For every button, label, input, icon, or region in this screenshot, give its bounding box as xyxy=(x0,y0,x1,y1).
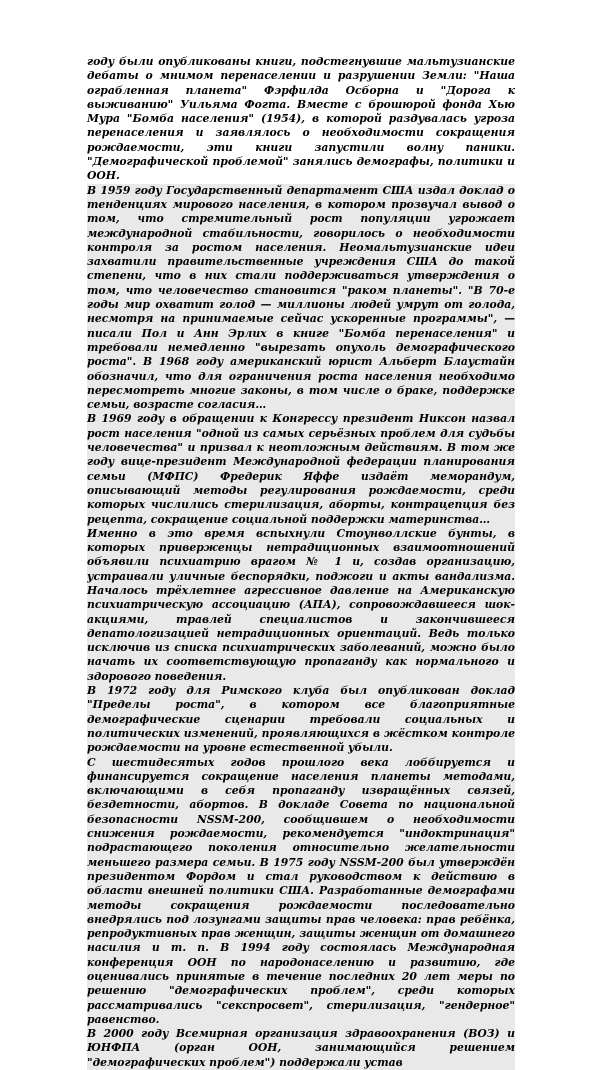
paragraph-1: году были опубликованы книги, подстегнувшие мальтузианские дебаты о мнимом перенаселении и разрушении Земли: "Наша ограбленная планета" Фэрфилда Осборна и "Дорога к выживанию" Уильяма Фогта. Вместе с брошюрой фонда Хью Мура "Бомба населения" (1954), в которой раздувалась угроза перенаселения и заявлялось о необходимости сокращения рождаемости, эти книги запустили волну паники. "Демографической проблемой" занялись демографы, политики и ООН. xyxy=(87,55,515,183)
paragraph-5: В 1972 году для Римского клуба был опубликован доклад "Пределы роста", в котором все благоприятные демографические сценарии требовали социальных и политических изменений, проявляющихся в жёстком контроле рождаемости на уровне естественной убыли. xyxy=(87,684,515,755)
paragraph-2: В 1959 году Государственный департамент США издал доклад о тенденциях мирового населения, в котором прозвучал вывод о том, что стремительный рост популяции угрожает международной стабильности, говорилось о необходимости контроля за ростом населения. Неомальтузианские идеи захватили правительственные учреждения США до такой степени, что в них стали поддерживаться утверждения о том, что человечество становится "раком планеты". "В 70-е годы мир охватит голод — миллионы людей умрут от голода, несмотря на принимаемые сейчас ускоренные программы", — писали Пол и Анн Эрлих в книге "Бомба перенаселения" и требовали немедленно "вырезать опухоль демографического роста". В 1968 году американский юрист Альберт Блаустайн обозначил, что для ограничения роста населения необходимо пересмотреть многие законы, в том числе о браке, поддержке семьи, возрасте согласия… xyxy=(87,183,515,412)
paragraph-3: В 1969 году в обращении к Конгрессу президент Никсон назвал рост населения "одной из самых серьёзных проблем для судьбы человечества" и призвал к неотложным действиям. В том же году вице-президент Международной федерации планирования семьи (МФПС) Фредерик Яффе издаёт меморандум, описывающий методы регулирования рождаемости, среди которых числились стерилизация, аборты, контрацепция без рецепта, сокращение социальной поддержки материнства… xyxy=(87,412,515,526)
document-body xyxy=(87,55,515,1070)
paragraph-7: В 2000 году Всемирная организация здравоохранения (ВОЗ) и ЮНФПА (орган ООН, занимающийся решением "демографических проблем") поддержали устав xyxy=(87,1027,515,1069)
paragraph-4: Именно в это время вспыхнули Стоунволлские бунты, в которых приверженцы нетрадиционных взаимоотношений объявили психиатрию врагом № 1 и, создав организацию, устраивали уличные беспорядки, поджоги и акты вандализма. Началось трёхлетнее агрессивное давление на Американскую психиатрическую ассоциацию (АПА), сопровождавшееся шок-акциями, травлей специалистов и закончившееся депатологизацией нетрадиционных ориентаций. Ведь только исключив из списка психиатрических заболеваний, можно было начать их соответствующую пропаганду как нормального и здорового поведения. xyxy=(87,526,515,683)
paragraph-6: С шестидесятых годов прошлого века лоббируется и финансируется сокращение населения планеты методами, включающими в себя пропаганду извращённых связей, бездетности, абортов. В докладе Совета по национальной безопасности NSSM-200, сообщившем о необходимости снижения рождаемости, рекомендуется "индоктринация" подрастающего поколения относительно желательности меньшего размера семьи. В 1975 году NSSM-200 был утверждён президентом Фордом и стал руководством к действию в области внешней политики США. Разработанные демографами методы сокращения рождаемости последовательно внедрялись под лозунгами защиты прав человека: прав ребёнка, репродуктивных прав женщин, защиты женщин от домашнего насилия и т. п. В 1994 году состоялась Международная конференция ООН по народонаселению и развитию, где оценивались принятые в течение последних 20 лет меры по решению "демографических проблем", среди которых рассматривались "секспросвет", стерилизация, "гендерное" равенство. xyxy=(87,755,515,1026)
